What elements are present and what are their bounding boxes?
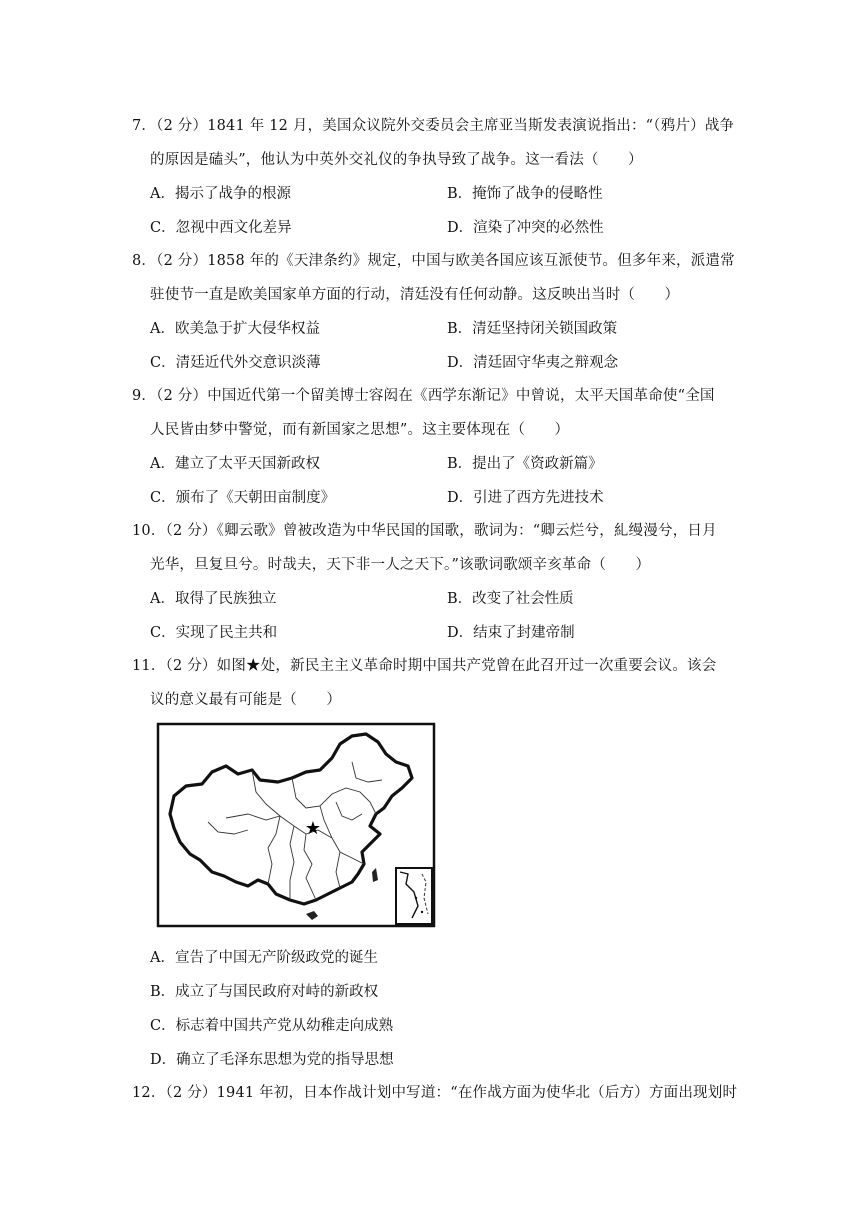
- q10-option-a: A．取得了民族独立: [150, 591, 277, 607]
- q7-option-a: A．揭示了战争的根源: [150, 186, 291, 202]
- star-marker: ★: [304, 818, 322, 839]
- q12-stem-line1: 12．（2 分）1941 年初，日本作战计划中写道：“在作战方面为使华北（后方）方面出现划时: [132, 1085, 738, 1101]
- q10-option-b: B．改变了社会性质: [447, 591, 574, 607]
- q10-option-d: D．结束了封建帝制: [447, 625, 575, 641]
- south-china-sea-inset: [396, 868, 432, 924]
- q7-option-d: D．渲染了冲突的必然性: [447, 220, 604, 236]
- q7-option-c: C．忽视中西文化差异: [150, 220, 292, 236]
- q9-stem-line2: 人民皆由梦中警觉，而有新国家之思想”。这主要体现在（ ）: [150, 422, 570, 438]
- q10-stem-line1: 10．（2 分）《卿云歌》曾被改造为中华民国的国歌，歌词为：“卿云烂兮，糺缦漫兮，日月: [132, 523, 717, 539]
- q11-option-c: C．标志着中国共产党从幼稚走向成熟: [150, 1018, 394, 1034]
- q8-option-a: A．欧美急于扩大侵华权益: [150, 321, 320, 337]
- q11-stem-line1: 11．（2 分）如图★处，新民主主义革命时期中国共产党曾在此召开过一次重要会议。该会: [132, 658, 717, 674]
- q11-option-a: A．宣告了中国无产阶级政党的诞生: [150, 950, 378, 966]
- q10-stem-line2: 光华，旦复旦兮。时哉夫，天下非一人之天下。”该歌词歌颂辛亥革命（ ）: [150, 557, 651, 573]
- q9-option-c: C．颁布了《天朝田亩制度》: [150, 490, 336, 506]
- q9-option-a: A．建立了太平天国新政权: [150, 456, 320, 472]
- q7-stem-line1: 7．（2 分）1841 年 12 月，美国众议院外交委员会主席亚当斯发表演说指出：“（鸦片）战争: [132, 118, 735, 134]
- q9-stem-line1: 9．（2 分）中国近代第一个留美博士容闳在《西学东渐记》中曾说，太平天国革命使“全国: [132, 388, 715, 404]
- q8-option-c: C．清廷近代外交意识淡薄: [150, 355, 321, 371]
- china-map-figure: [156, 722, 436, 928]
- q11-option-b: B．成立了与国民政府对峙的新政权: [150, 984, 379, 1000]
- q11-stem-line2: 议的意义最有可能是（ ）: [150, 692, 342, 708]
- q8-stem-line2: 驻使节一直是欧美国家单方面的行动，清廷没有任何动静。这反映出当时（ ）: [150, 287, 680, 303]
- q9-option-d: D．引进了西方先进技术: [447, 490, 604, 506]
- q7-option-b: B．掩饰了战争的侵略性: [447, 186, 603, 202]
- q8-option-b: B．清廷坚持闭关锁国政策: [447, 321, 618, 337]
- q9-option-b: B．提出了《资政新篇》: [447, 456, 603, 472]
- q11-option-d: D．确立了毛泽东思想为党的指导思想: [150, 1052, 394, 1068]
- q8-option-d: D．清廷固守华夷之辩观念: [447, 355, 619, 371]
- map-frame: [158, 724, 434, 926]
- q7-stem-line2: 的原因是磕头”，他认为中英外交礼仪的争执导致了战争。这一看法（ ）: [150, 152, 643, 168]
- q8-stem-line1: 8．（2 分）1858 年的《天津条约》规定，中国与欧美各国应该互派使节。但多年来，派遣常: [132, 253, 735, 269]
- q10-option-c: C．实现了民主共和: [150, 625, 278, 641]
